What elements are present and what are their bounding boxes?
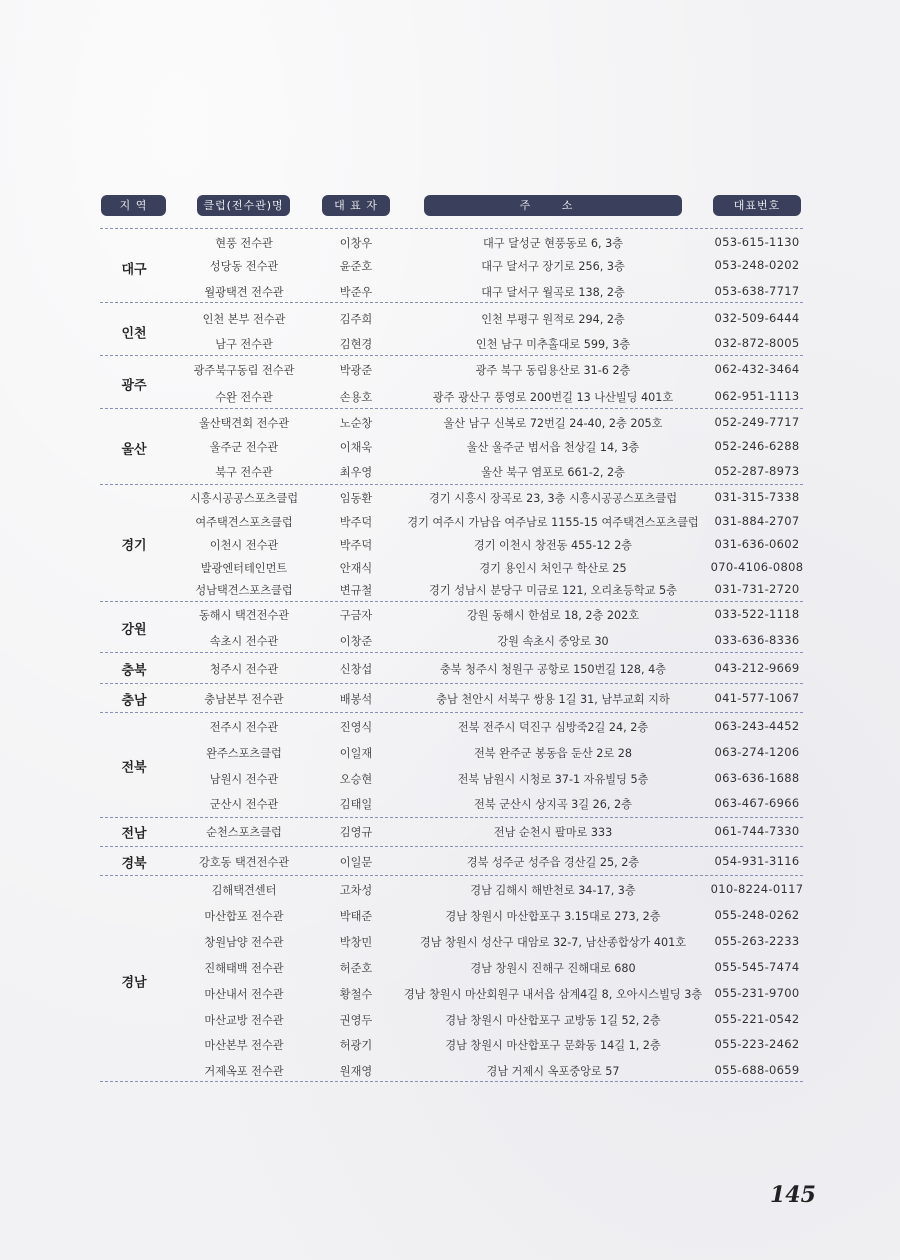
- phone-number: 063-274-1206: [714, 745, 800, 759]
- region-label: 인천: [121, 326, 147, 341]
- representative: 이채욱: [339, 441, 373, 454]
- table-row: [0, 464, 900, 482]
- representative: 고차성: [339, 884, 373, 897]
- club-name: 창원남양 전수관: [204, 936, 284, 949]
- representative: 권영두: [339, 1014, 373, 1027]
- address: 경남 창원시 마산회원구 내서읍 삼계4길 8, 오아시스빌딩 3층: [403, 988, 703, 1001]
- header-region: 지 역: [101, 195, 166, 216]
- phone-number: 055-545-7474: [714, 960, 800, 974]
- region-label: 울산: [121, 442, 147, 457]
- address: 강원 동해시 한섬로 18, 2층 202호: [466, 609, 640, 622]
- representative: 구금자: [339, 609, 373, 622]
- representative: 박태준: [339, 910, 373, 923]
- address: 충북 청주시 청원구 공항로 150번길 128, 4층: [439, 663, 667, 676]
- club-name: 여주택견스포츠클럽: [195, 516, 293, 529]
- address: 울산 울주군 범서읍 천상길 14, 3층: [466, 441, 640, 454]
- club-name: 울주군 전수관: [209, 441, 279, 454]
- table-row: [0, 490, 900, 508]
- club-name: 성남택견스포츠클럽: [195, 584, 293, 597]
- address: 경기 여주시 가남읍 여주남로 1155-15 여주택견스포츠클럽: [407, 516, 699, 529]
- representative: 변규철: [339, 584, 373, 597]
- phone-number: 062-432-3464: [714, 362, 800, 376]
- phone-number: 055-231-9700: [714, 986, 800, 1000]
- table-row: [0, 934, 900, 952]
- representative: 노순창: [339, 417, 373, 430]
- phone-number: 055-263-2233: [714, 934, 800, 948]
- address: 광주 북구 동림용산로 31-6 2층: [475, 364, 631, 377]
- table-row: [0, 514, 900, 532]
- representative: 배봉석: [339, 693, 373, 706]
- club-name: 북구 전수관: [215, 466, 273, 479]
- phone-number: 031-315-7338: [714, 490, 800, 504]
- group-separator: [100, 601, 803, 602]
- phone-number: 055-221-0542: [714, 1012, 800, 1026]
- group-separator: [100, 875, 803, 876]
- club-name: 순천스포츠클럽: [206, 826, 282, 839]
- representative: 박준우: [339, 286, 373, 299]
- club-name: 동해시 택견전수관: [198, 609, 290, 622]
- phone-number: 053-615-1130: [714, 235, 800, 249]
- representative: 김현경: [339, 338, 373, 351]
- phone-number: 061-744-7330: [714, 824, 800, 838]
- phone-number: 055-248-0262: [714, 908, 800, 922]
- phone-number: 031-636-0602: [714, 537, 800, 551]
- table-row: [0, 560, 900, 578]
- address: 경남 창원시 마산합포구 문화동 14길 1, 2층: [445, 1039, 661, 1052]
- club-name: 시흥시공공스포츠클럽: [189, 492, 299, 505]
- header-club-name: 클럽(전수관)명: [197, 195, 290, 216]
- representative: 김태일: [339, 798, 373, 811]
- address: 경기 용인시 처인구 학산로 25: [479, 562, 627, 575]
- representative: 오승현: [339, 773, 373, 786]
- address: 인천 남구 미추홀대로 599, 3층: [475, 338, 631, 351]
- address: 울산 남구 신복로 72번길 24-40, 2층 205호: [443, 417, 663, 430]
- region-label: 충북: [121, 663, 147, 679]
- header-representative: 대 표 자: [322, 195, 390, 216]
- address: 광주 광산구 풍영로 200번길 13 나산빌딩 401호: [432, 391, 674, 404]
- club-name: 청주시 전수관: [209, 663, 279, 676]
- region-label: 경북: [121, 856, 147, 872]
- group-separator: [100, 712, 803, 713]
- club-name: 광주북구동림 전수관: [193, 364, 295, 377]
- table-bottom-separator: [100, 1081, 803, 1082]
- club-name: 발광엔터테인먼트: [200, 562, 288, 575]
- address: 인천 부평구 원적로 294, 2층: [481, 313, 625, 326]
- phone-number: 052-287-8973: [714, 464, 800, 478]
- phone-number: 063-636-1688: [714, 771, 800, 785]
- address: 강원 속초시 중앙로 30: [497, 635, 609, 648]
- phone-number: 010-8224-0117: [710, 882, 804, 896]
- table-row: [0, 582, 900, 600]
- address: 경남 김해시 해반천로 34-17, 3층: [470, 884, 636, 897]
- representative: 윤준호: [339, 260, 373, 273]
- club-name: 마산교방 전수관: [204, 1014, 284, 1027]
- representative: 박주덕: [339, 516, 373, 529]
- address: 경북 성주군 성주읍 경산길 25, 2층: [466, 856, 640, 869]
- address: 경기 성남시 분당구 미금로 121, 오리초등학교 5층: [429, 584, 677, 597]
- region-label: 충남: [121, 693, 147, 709]
- group-separator: [100, 817, 803, 818]
- table-row: [0, 908, 900, 926]
- phone-number: 055-223-2462: [714, 1037, 800, 1051]
- address: 전북 군산시 상지곡 3길 26, 2층: [474, 798, 632, 811]
- address: 경남 창원시 진해구 진해대로 680: [470, 962, 636, 975]
- group-separator: [100, 228, 803, 229]
- address: 전북 전주시 덕진구 심방죽2길 24, 2층: [457, 721, 649, 734]
- table-row: [0, 719, 900, 737]
- club-name: 수완 전수관: [215, 391, 273, 404]
- address: 경남 창원시 성산구 대암로 32-7, 남산종합상가 401호: [419, 936, 687, 949]
- representative: 박광준: [339, 364, 373, 377]
- address: 경기 시흥시 장곡로 23, 3층 시흥시공공스포츠클럽: [428, 492, 678, 505]
- phone-number: 052-246-6288: [714, 439, 800, 453]
- representative: 진영식: [339, 721, 373, 734]
- representative: 신창섭: [339, 663, 373, 676]
- club-name: 전주시 전수관: [209, 721, 279, 734]
- region-label: 강원: [121, 622, 147, 638]
- club-name: 인천 본부 전수관: [202, 313, 286, 326]
- phone-number: 041-577-1067: [714, 691, 800, 705]
- table-row: [0, 415, 900, 433]
- club-name: 마산본부 전수관: [204, 1039, 284, 1052]
- club-name: 마산합포 전수관: [204, 910, 284, 923]
- address: 대구 달서구 월곡로 138, 2층: [481, 286, 625, 299]
- phone-number: 033-522-1118: [714, 607, 800, 621]
- club-name: 속초시 전수관: [209, 635, 279, 648]
- club-name: 김해택견센터: [211, 884, 277, 897]
- address: 충남 천안시 서북구 쌍용 1길 31, 남부교회 지하: [436, 693, 670, 706]
- table-row: [0, 284, 900, 302]
- representative: 김영규: [339, 826, 373, 839]
- club-name: 거제옥포 전수관: [204, 1065, 284, 1078]
- group-separator: [100, 846, 803, 847]
- representative: 안재식: [339, 562, 373, 575]
- phone-number: 032-509-6444: [714, 311, 800, 325]
- group-separator: [100, 652, 803, 653]
- phone-number: 070-4106-0808: [710, 560, 804, 574]
- club-name: 군산시 전수관: [209, 798, 279, 811]
- phone-number: 053-638-7717: [714, 284, 800, 298]
- phone-number: 032-872-8005: [714, 336, 800, 350]
- phone-number: 053-248-0202: [714, 258, 800, 272]
- representative: 임동환: [339, 492, 373, 505]
- club-name: 마산내서 전수관: [204, 988, 284, 1001]
- representative: 박창민: [339, 936, 373, 949]
- representative: 허광기: [339, 1039, 373, 1052]
- representative: 박주덕: [339, 539, 373, 552]
- header-address: 주 소: [424, 195, 682, 216]
- region-label: 경남: [121, 975, 147, 990]
- region-label: 대구: [121, 262, 147, 277]
- club-name: 월광택견 전수관: [204, 286, 284, 299]
- representative: 이일재: [339, 747, 373, 760]
- table-row: [0, 882, 900, 900]
- representative: 원재영: [339, 1065, 373, 1078]
- address: 전북 남원시 시청로 37-1 자유빌딩 5층: [457, 773, 649, 786]
- region-label: 전북: [121, 760, 147, 775]
- address: 경남 창원시 마산합포구 3.15대로 273, 2층: [445, 910, 661, 923]
- representative: 이창우: [339, 237, 373, 250]
- address: 울산 북구 염포로 661-2, 2층: [481, 466, 625, 479]
- phone-number: 062-951-1113: [714, 389, 800, 403]
- table-row: [0, 1012, 900, 1030]
- address: 전남 순천시 팔마로 333: [493, 826, 613, 839]
- address: 대구 달서구 장기로 256, 3층: [481, 260, 625, 273]
- representative: 최우영: [339, 466, 373, 479]
- phone-number: 054-931-3116: [714, 854, 800, 868]
- club-name: 현풍 전수관: [215, 237, 273, 250]
- table-row: [0, 796, 900, 814]
- page-number: 145: [770, 1182, 816, 1208]
- club-name: 충남본부 전수관: [204, 693, 284, 706]
- representative: 이창준: [339, 635, 373, 648]
- club-name: 이천시 전수관: [209, 539, 279, 552]
- table-row: [0, 1063, 900, 1081]
- group-separator: [100, 302, 803, 303]
- group-separator: [100, 355, 803, 356]
- club-name: 강호동 택견전수관: [198, 856, 290, 869]
- phone-number: 055-688-0659: [714, 1063, 800, 1077]
- phone-number: 063-243-4452: [714, 719, 800, 733]
- representative: 황철수: [339, 988, 373, 1001]
- address: 경남 거제시 옥포중앙로 57: [486, 1065, 620, 1078]
- club-name: 성당동 전수관: [209, 260, 279, 273]
- header-phone: 대표번호: [713, 195, 801, 216]
- club-name: 진해태백 전수관: [204, 962, 284, 975]
- phone-number: 031-731-2720: [714, 582, 800, 596]
- club-name: 울산택견회 전수관: [198, 417, 290, 430]
- club-name: 남원시 전수관: [209, 773, 279, 786]
- address: 경남 창원시 마산합포구 교방동 1길 52, 2층: [445, 1014, 661, 1027]
- group-separator: [100, 683, 803, 684]
- address: 경기 이천시 창전동 455-12 2층: [473, 539, 633, 552]
- group-separator: [100, 408, 803, 409]
- representative: 손용호: [339, 391, 373, 404]
- phone-number: 063-467-6966: [714, 796, 800, 810]
- address: 전북 완주군 봉동읍 둔산 2로 28: [473, 747, 633, 760]
- group-separator: [100, 484, 803, 485]
- region-label: 경기: [121, 538, 147, 554]
- representative: 허준호: [339, 962, 373, 975]
- phone-number: 043-212-9669: [714, 661, 800, 675]
- club-name: 남구 전수관: [215, 338, 273, 351]
- region-label: 전남: [121, 826, 147, 842]
- region-label: 광주: [121, 378, 147, 393]
- phone-number: 031-884-2707: [714, 514, 800, 528]
- representative: 이일문: [339, 856, 373, 869]
- representative: 김주희: [339, 313, 373, 326]
- club-name: 완주스포츠클럽: [206, 747, 282, 760]
- table-row: [0, 235, 900, 253]
- table-row: [0, 1037, 900, 1055]
- phone-number: 052-249-7717: [714, 415, 800, 429]
- phone-number: 033-636-8336: [714, 633, 800, 647]
- address: 대구 달성군 현풍동로 6, 3층: [482, 237, 624, 250]
